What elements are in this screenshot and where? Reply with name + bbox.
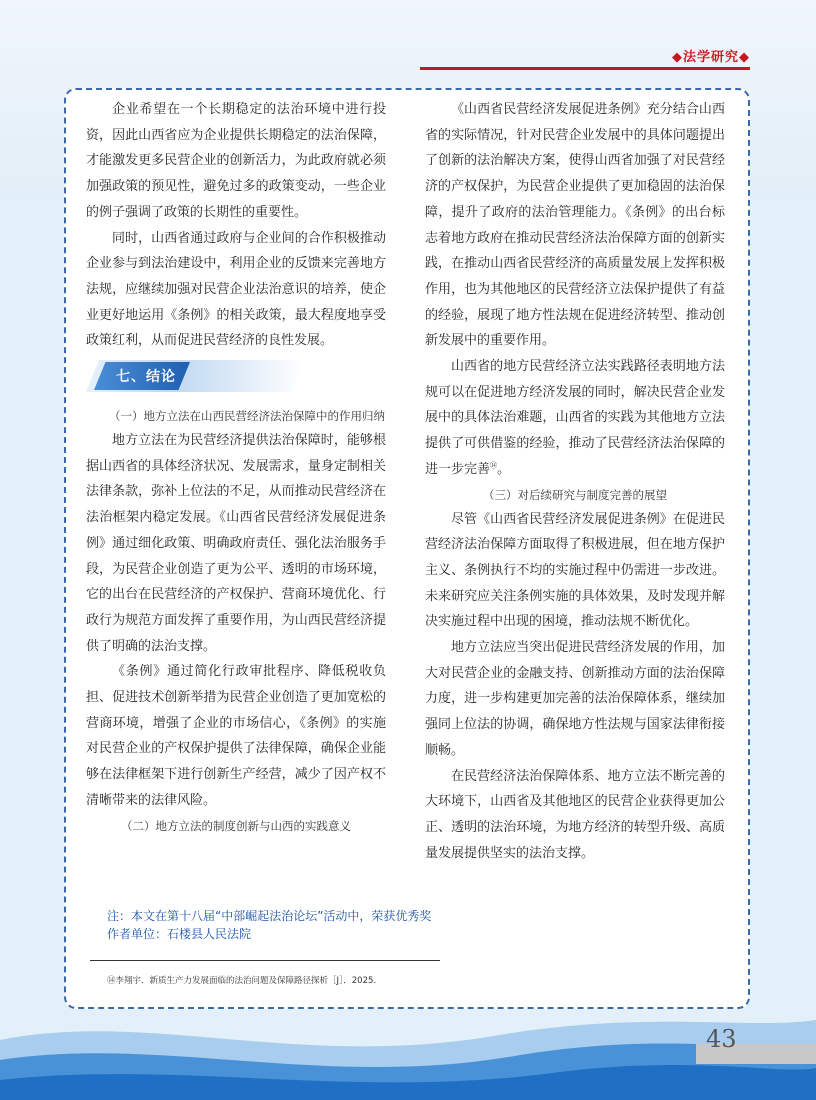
page-number: 43: [706, 1025, 737, 1053]
author-note: [107, 907, 431, 943]
conclusion-banner: [86, 360, 386, 396]
left-column: [86, 97, 386, 838]
paragraph: [425, 354, 725, 483]
paragraph-end: 。: [497, 461, 511, 477]
footnote: ⑭李翔宇．新质生产力发展面临的法治问题及保障路径探析［J］．2025.: [107, 976, 377, 986]
paragraph: 尽管《山西省民营经济发展促进条例》在促进民营经济法治保障方面取得了积极进展，但在地方保护主义、条例执行不均的实施过程中仍需进一步改进。未来研究应关注条例实施的具体效果，及时发现并解决实施过程中出现的困境，推动法规不断优化。: [425, 511, 725, 630]
decorative-waves: [0, 1000, 816, 1100]
footnote-marker[interactable]: ⑭: [490, 461, 498, 470]
award-note: 注：本文在第十八届“中部崛起法治论坛”活动中，荣获优秀奖: [107, 909, 432, 923]
affiliation-note: 作者单位：石楼县人民法院: [107, 927, 252, 941]
paragraph: 地方立法在为民营经济提供法治保障时，能够根据山西省的具体经济状况、发展需求，量身定制相关法律条款，弥补上位法的不足，从而推动民营经济在法治框架内稳定发展。《山西省民营经济发展促进条例》通过细化政策、明确政府责任、强化法治服务手段，为民营企业创造了更为公平、透明的市场环境，它的出台在民营经济的产权保护、营商环境优化、行政行为规范方面发挥了重要作用，为山西民营经济提供了明确的法治支撑。: [86, 433, 386, 654]
subheading: （一）地方立法在山西民营经济法治保障中的作用归纳: [109, 409, 385, 424]
paragraph: 《条例》通过简化行政审批程序、降低税收负担、促进技术创新举措为民营企业创造了更加宽松的营商环境，增强了企业的市场信心，《条例》的实施对民营企业的产权保护提供了法律保障，确保企业能够在法律框架下进行创新生产经营，减少了因产权不清晰带来的法律风险。: [86, 664, 386, 808]
subheading: （三）对后续研究与制度完善的展望: [483, 487, 667, 502]
paragraph: 《山西省民营经济发展促进条例》充分结合山西省的实际情况，针对民营企业发展中的具体问题提出了创新的法治解决方案，使得山西省加强了对民营经济的产权保护，为民营企业提供了更加稳固的法治保障，提升了政府的法治管理能力。《条例》的出台标志着地方政府在推动民营经济法治保障方面的创新实践，在推动山西省民营经济的高质量发展上发挥积极作用，也为其他地区的民营经济立法保护提供了有益的经验，展现了地方性法规在促进经济转型、推动创新发展中的重要作用。: [425, 102, 725, 349]
paragraph: 在民营经济法治保障体系、地方立法不断完善的大环境下，山西省及其他地区的民营企业获得更加公正、透明的法治环境，为地方经济的转型升级、高质量发展提供坚实的法治支撑。: [425, 768, 725, 861]
footnote-rule: [90, 960, 440, 961]
section-title: ◆法学研究◆: [672, 50, 750, 65]
subheading: （二）地方立法的制度创新与山西的实践意义: [121, 818, 351, 833]
header-rule: [420, 67, 750, 70]
paragraph-text: 山西省的地方民营经济立法实践路径表明地方法规可以在促进地方经济发展的同时，解决民营企业发展中的具体法治难题，山西省的实践为其他地方立法提供了可供借鉴的经验，推动了民营经济法治保障的进一步完善: [425, 359, 725, 477]
paragraph: 同时，山西省通过政府与企业间的合作积极推动企业参与到法治建设中，利用企业的反馈来完善地方法规，应继续加强对民营企业法治意识的培养，使企业更好地运用《条例》的相关政策，最大程度地享受政策红利，从而促进民营经济的良性发展。: [86, 230, 386, 349]
banner-label: 七、结论: [116, 369, 176, 386]
paragraph: 企业希望在一个长期稳定的法治环境中进行投资，因此山西省应为企业提供长期稳定的法治保障，才能激发更多民营企业的创新活力，为此政府就必须加强政策的预见性，避免过多的政策变动，一些企业的例子强调了政策的长期性的重要性。: [86, 102, 386, 220]
right-column: [425, 97, 725, 866]
section-header: [420, 46, 750, 70]
paragraph: 地方立法应当突出促进民营经济发展的作用，加大对民营企业的金融支持、创新推动方面的法治保障力度，进一步构建更加完善的法治保障体系，继续加强同上位法的协调，确保地方性法规与国家法律衔接顺畅。: [425, 640, 725, 758]
